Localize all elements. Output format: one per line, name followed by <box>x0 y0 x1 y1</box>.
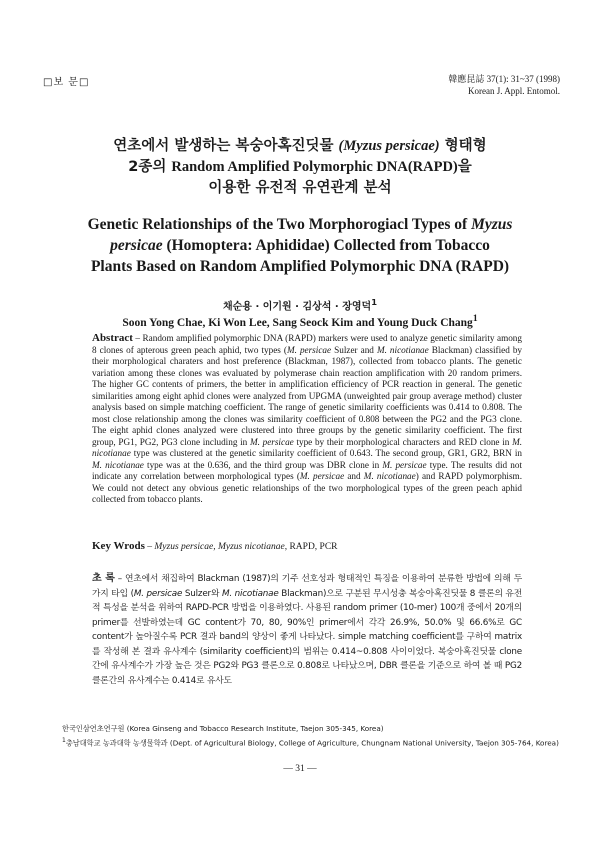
abstract: Abstract – Random amplified polymorphic DNA (RAPD) markers were used to analyze genetic similarity among 8 clones of apterous green peach aphid, two types (M. persicae Sulzer and M. nicotianae Blackman) classified by their morphological charaters and host preference (Blackman, 1987), collected from tobacco plants. The genetic variation among these clones was evaluated by polymerase chain reaction amplification with 20 random primers. The higher GC contents of primers, the better in amplification efficiency of PCR reaction in general. The genetic similarities among eight aphid clones were analyzed from UPGMA (unweighted pair group average method) cluster analysis based on simple matching coefficient. The range of genetic similarity coefficients was 0.414 to 0.808. The most close relationship among the clones was similarity coefficient of 0.808 between the PG2 and the PG3 clone. The eight aphid clones analyzed were clustered into three groups by the genetic similarity coefficient. The first group, PG1, PG2, PG3 clone including in M. persicae type by their morphological characters and RED clone in M. nicotianae type was clustered at the genetic similarity coefficient of 0.643. The second group, GR1, GR2, BRN in M. nicotianae type was at the 0.636, and the third group was DBR clone in M. persicae type. The results did not indicate any correlation between morphological types (M. persicae and M. nicotianae) and RAPD polymorphism. We could not detect any obvious genetic relationships of the two morphological types of the green peach aphid collected from tobacco plants. <box>92 332 523 504</box>
keywords-label: Key Wrods <box>92 540 145 552</box>
footnote-affiliation-2: $^1$충남대학교 농과대학 농생물학과 (Dept. of Agricultural Biology, College of Agriculture, Chungnam National University, Taejon 305-764, Korea) <box>62 737 559 748</box>
abstract-label: Abstract <box>92 332 133 344</box>
page-number: — 31 — <box>283 764 317 774</box>
korean-title-line-1: 연초에서 발생하는 복숭아혹진딧물 (Myzus persicae) 형태형 <box>113 138 487 154</box>
korean-title-line-2: 2종의 Random Amplified Polymorphic DNA(RAPD)을 <box>128 159 472 175</box>
english-title <box>36 214 564 277</box>
journal-citation <box>448 73 560 97</box>
keywords: Key Wrods – Myzus persicae, Myzus nicotianae, RAPD, PCR <box>92 540 338 552</box>
korean-abstract-label: 초 록 <box>92 573 115 584</box>
article-type-label: □보 문□ <box>43 77 90 88</box>
korean-abstract: 초 록 – 연초에서 채집하여 Blackman (1987)의 기주 선호성과 형태적인 특징을 이용하여 분류한 방법에 의해 두가지 타입 (M. persicae Sulzer와 M. nicotianae Blackman)으로 구분된 무시성충 복숭아혹진딧물 8 클론의 유전적 특성을 분석을 위하여 RAPD-PCR 방법을 이용하였다. 사용된 random primer (10-mer) 100개 중에서 20개의 primer를 선발하였는데 GC content가 70, 80, 90%인 primer에서 각각 26.9%, 50.0% 및 66.6%로 GC content가 높아질수록 PCR 결과 band의 양상이 좋게 나타났다. simple matching coefficient를 구하여 matrix를 작성해 본 결과 유사계수 (similarity coefficient)의 범위는 0.414~0.808 사이이었다. 복숭아혹진딧물 clone 간에 유사계수가 가장 높은 것은 PG2와 PG3 클론으로 0.808로 나타났으며, DBR 클론을 기준으로 하여 볼 때 PG2 클론간의 유사계수는 0.414로 유사도 <box>92 573 523 686</box>
korean-title-species: (Myzus persicae) <box>338 138 440 154</box>
footnotes <box>62 723 562 749</box>
authors-korean: 채순용 · 이기원 · 김상석 · 장영덕$^1$ <box>222 297 377 313</box>
authors-english: Soon Yong Chae, Ki Won Lee, Sang Seock Kim and Young Duck Chang$^1$ <box>122 313 478 329</box>
english-title-line-2: persicae (Homoptera: Aphididae) Collected from Tobacco <box>110 237 490 254</box>
journal-name-line: Korean J. Appl. Entomol. <box>468 86 560 96</box>
english-title-line-1: Genetic Relationships of the Two Morphorogiacl Types of Myzus <box>87 216 513 233</box>
korean-title-line-3: 이용한 유전적 유연관계 분석 <box>208 180 392 196</box>
english-title-line-3: Plants Based on Random Amplified Polymorphic DNA (RAPD) <box>90 258 510 275</box>
journal-volume-line: 韓應昆誌 37(1): 31~37 (1998) <box>448 74 560 84</box>
footnote-affiliation-1: 한국인삼연초연구원 (Korea Ginseng and Tobacco Research Institute, Taejon 305-345, Korea) <box>62 724 384 733</box>
korean-title <box>40 136 560 199</box>
